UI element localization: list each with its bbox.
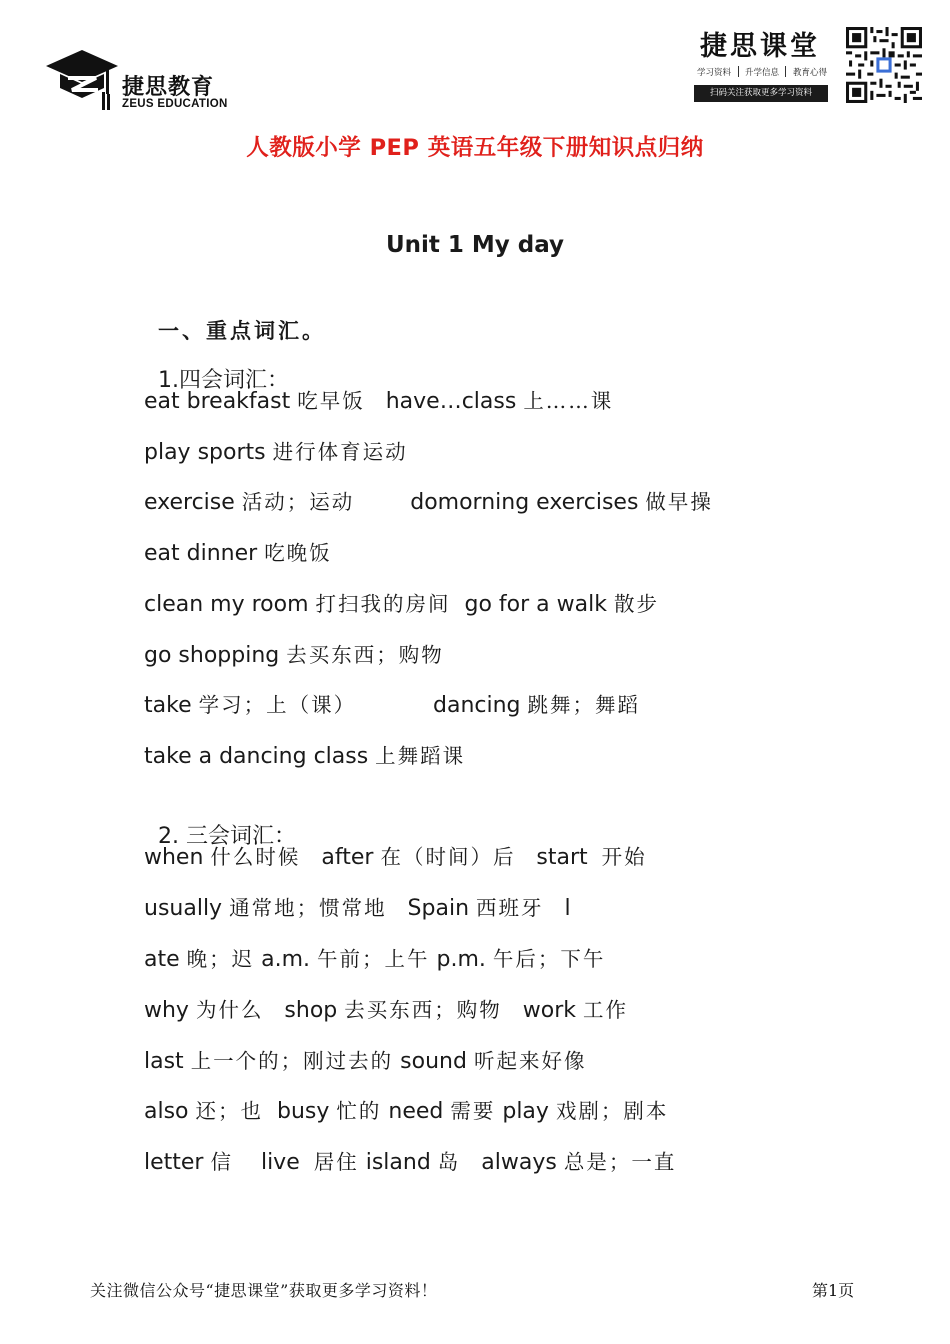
chinese-meaning: 听起来好像 [473, 1049, 587, 1073]
chinese-meaning: 学习；上（课） [198, 693, 357, 717]
english-term: why [144, 998, 196, 1023]
page-number: 第1页 [812, 1281, 855, 1300]
chinese-meaning: 在（时间）后 [380, 845, 516, 869]
english-term: eat dinner [144, 541, 265, 566]
brand-tag: 学习资料 [697, 68, 732, 78]
english-term: dancing [356, 693, 528, 718]
chinese-meaning: 吃晚饭 [264, 541, 332, 565]
english-term: shop [263, 998, 345, 1023]
chinese-meaning: 什么时候 [210, 845, 301, 869]
section-heading-text: 一、重点词汇。 [158, 318, 326, 343]
footer-note: 关注微信公众号“捷思课堂”获取更多学习资料！ [90, 1281, 438, 1300]
english-term: take [144, 693, 199, 718]
english-term: exercise [144, 490, 242, 515]
chinese-meaning: 总是；一直 [563, 1150, 677, 1174]
brand-title: 捷思课堂 [700, 31, 820, 62]
english-term: Spain [386, 896, 477, 921]
vocabulary-line [144, 690, 640, 721]
chinese-meaning: 居住 [313, 1150, 359, 1174]
chinese-meaning: 散步 [613, 592, 659, 616]
jiesi-ketang-brand [694, 24, 834, 108]
zeus-education-logo [44, 44, 244, 114]
chinese-meaning: 去买东西；购物 [344, 998, 502, 1022]
english-term: island [358, 1150, 438, 1175]
tag-divider [785, 66, 786, 77]
vocabulary-line [144, 386, 613, 417]
english-term: need [381, 1099, 451, 1124]
chinese-meaning: 上舞蹈课 [375, 744, 466, 768]
vocabulary-line [144, 538, 332, 569]
brand-banner: 扫码关注获取更多学习资料 [694, 85, 828, 102]
chinese-meaning: 戏剧；剧本 [555, 1099, 669, 1123]
qr-code-icon [846, 26, 922, 104]
chinese-meaning: 午前；上午 [317, 947, 430, 971]
vocabulary-line [144, 893, 571, 924]
english-term: usually [144, 896, 230, 921]
chinese-meaning: 西班牙 [476, 896, 544, 920]
chinese-meaning: 开始 [601, 845, 647, 869]
chinese-meaning: 通常地；惯常地 [229, 896, 387, 920]
english-term: sound [393, 1049, 474, 1074]
english-term: last [144, 1049, 191, 1074]
english-term: take a dancing class [144, 744, 376, 769]
english-term: after [300, 845, 381, 870]
english-term: go shopping [144, 643, 287, 668]
logo-chinese-name: 捷思教育 [122, 75, 215, 100]
graduation-cap-icon [44, 44, 120, 114]
chinese-meaning: 去买东西；购物 [286, 643, 444, 667]
chinese-meaning: 进行体育运动 [272, 440, 408, 464]
vocabulary-line [144, 995, 628, 1026]
chinese-meaning: 工作 [582, 998, 628, 1022]
chinese-meaning: 晚；迟 [186, 947, 255, 971]
chinese-meaning: 活动；运动 [241, 490, 355, 514]
vocabulary-line [144, 1096, 668, 1127]
english-term: always [460, 1150, 564, 1175]
chinese-meaning: 岛 [437, 1150, 461, 1174]
unit-title: Unit 1 My day [385, 232, 565, 258]
chinese-meaning: 信 [210, 1150, 233, 1174]
chinese-meaning: 午后；下午 [492, 947, 606, 971]
vocabulary-line [144, 640, 444, 671]
english-term: clean my room [144, 592, 316, 617]
english-term: l [543, 896, 571, 921]
vocabulary-line [144, 944, 605, 975]
english-term: start [515, 845, 602, 870]
chinese-meaning: 跳舞；舞蹈 [527, 693, 641, 717]
chinese-meaning: 上一个的；刚过去的 [190, 1049, 394, 1073]
chinese-meaning: 上……课 [523, 389, 614, 413]
sub-heading-text: 1.四会词汇： [158, 368, 289, 393]
sub-heading-text: 2. 三会词汇： [158, 824, 296, 849]
vocabulary-line [144, 437, 408, 468]
chinese-meaning: 为什么 [195, 998, 264, 1022]
chinese-meaning: 吃早饭 [297, 389, 365, 413]
tag-divider [738, 66, 739, 77]
document-title: 人教版小学 PEP 英语五年级下册知识点归纳 [246, 135, 704, 161]
brand-tag: 教育心得 [792, 68, 827, 78]
english-term: have…class [364, 389, 524, 414]
logo-english-name: ZEUS EDUCATION [122, 98, 228, 110]
english-term: live [232, 1150, 314, 1175]
english-term: eat breakfast [144, 389, 298, 414]
english-term: also [144, 1099, 196, 1124]
english-term: play [495, 1099, 556, 1124]
chinese-meaning: 需要 [450, 1099, 496, 1123]
english-term: go for a walk [450, 592, 614, 617]
english-term: domorning exercises [354, 490, 646, 515]
chinese-meaning: 忙的 [336, 1099, 382, 1123]
chinese-meaning: 还；也 [195, 1099, 264, 1123]
vocabulary-line [144, 589, 659, 620]
english-term: busy [263, 1099, 337, 1124]
vocabulary-line [144, 487, 713, 518]
chinese-meaning: 做早操 [645, 490, 713, 514]
english-term: play sports [144, 440, 273, 465]
sub-heading-three-skill [144, 792, 296, 852]
english-term: p.m. [429, 947, 493, 972]
vocabulary-line [144, 1046, 586, 1077]
english-term: letter [144, 1150, 211, 1175]
chinese-meaning: 打扫我的房间 [315, 592, 451, 616]
english-term: when [144, 845, 211, 870]
brand-tag: 升学信息 [744, 68, 779, 78]
english-term: ate [144, 947, 187, 972]
vocabulary-line [144, 1147, 676, 1178]
brand-tags [694, 66, 830, 78]
vocabulary-line [144, 741, 465, 772]
english-term: a.m. [254, 947, 318, 972]
english-term: work [501, 998, 583, 1023]
